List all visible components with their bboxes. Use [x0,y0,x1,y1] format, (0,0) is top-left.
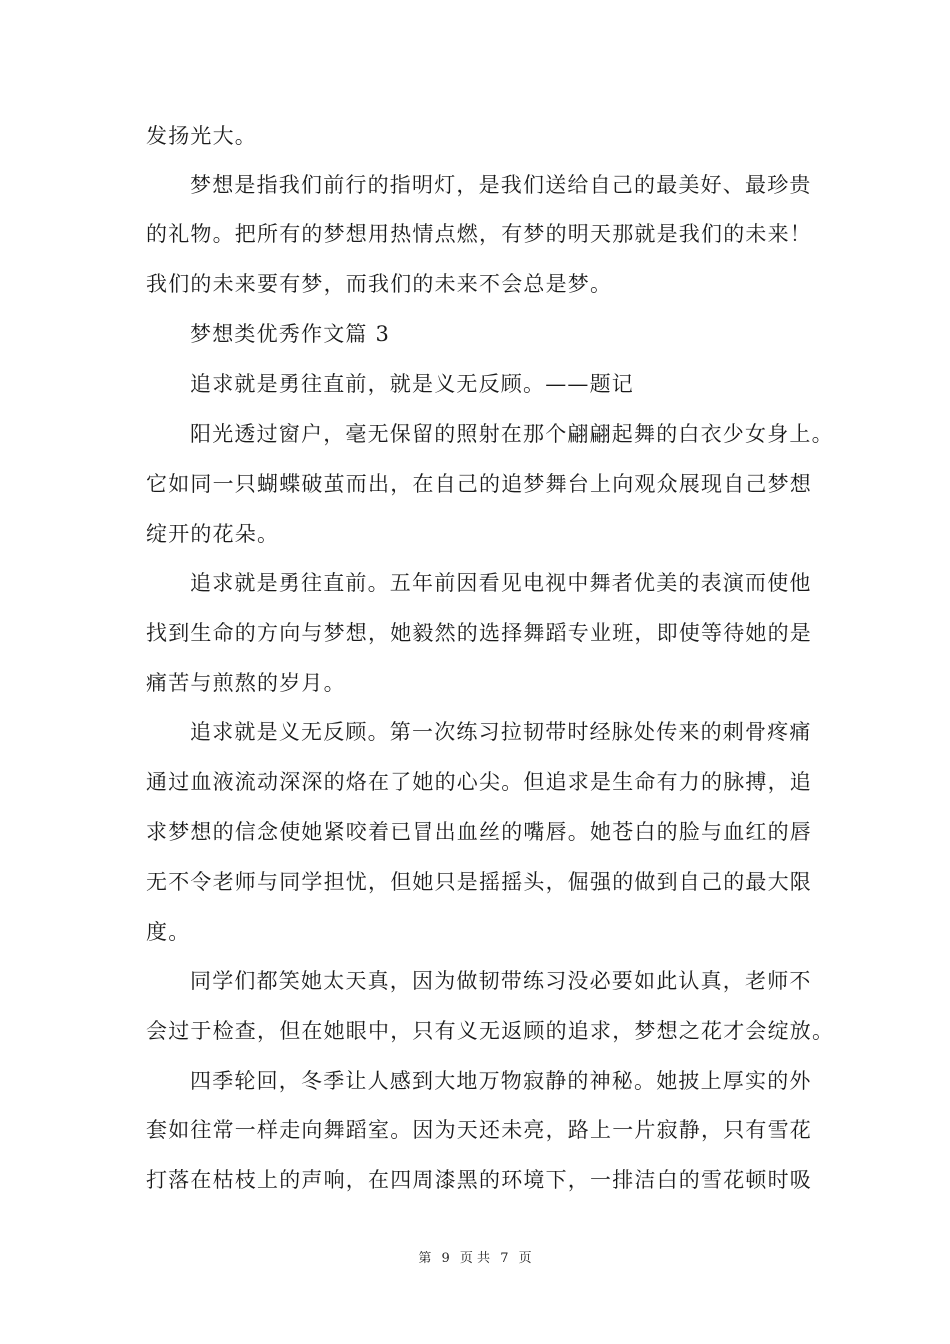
epigraph: 追求就是勇往直前，就是义无反顾。——题记 [190,372,634,396]
text-line: 追求就是义无反顾。第一次练习拉韧带时经脉处传来的刺骨疼痛 [190,720,812,744]
text-line: 打落在枯枝上的声响，在四周漆黑的环境下，一排洁白的雪花顿时吸 [146,1168,812,1192]
text-line: 阳光透过窗户，毫无保留的照射在那个翩翩起舞的白衣少女身上。 [190,422,834,446]
total-page-count: 7 [500,1251,509,1266]
text-line: 找到生命的方向与梦想，她毅然的选择舞蹈专业班，即使等待她的是 [146,621,812,645]
text-line: 它如同一只蝴蝶破茧而出，在自己的追梦舞台上向观众展现自己梦想 [146,472,812,496]
text-line: 求梦想的信念使她紧咬着已冒出血丝的嘴唇。她苍白的脸与血红的唇 [146,820,812,844]
text-line: 的礼物。把所有的梦想用热情点燃，有梦的明天那就是我们的未来！ [146,222,812,246]
text-line: 追求就是勇往直前。五年前因看见电视中舞者优美的表演而使他 [190,571,812,595]
page-number-footer [0,1250,950,1268]
text-line: 会过于检查，但在她眼中，只有义无返顾的追求，梦想之花才会绽放。 [146,1019,835,1043]
section-heading: 梦想类优秀作文篇 3 [190,322,391,346]
text-line: 无不令老师与同学担忧，但她只是摇摇头，倔强的做到自己的最大限 [146,870,812,894]
footer-suffix: 页 [518,1251,532,1266]
text-line: 绽开的花朵。 [146,522,280,546]
text-line: 发扬光大。 [146,124,257,148]
text-line: 度。 [146,920,191,944]
text-line: 套如往常一样走向舞蹈室。因为天还未亮，路上一片寂静，只有雪花 [146,1118,812,1142]
text-line: 通过血液流动深深的烙在了她的心尖。但追求是生命有力的脉搏，追 [146,770,812,794]
text-line: 同学们都笑她太天真，因为做韧带练习没必要如此认真，老师不 [190,969,812,993]
text-line: 我们的未来要有梦，而我们的未来不会总是梦。 [146,272,613,296]
text-line: 痛苦与煎熬的岁月。 [146,671,346,695]
footer-prefix: 第 [418,1251,432,1266]
current-page-number: 9 [441,1251,450,1266]
text-line: 四季轮回，冬季让人感到大地万物寂静的神秘。她披上厚实的外 [190,1069,812,1093]
footer-middle: 页 共 [459,1251,491,1266]
text-line: 梦想是指我们前行的指明灯，是我们送给自己的最美好、最珍贵 [190,173,812,197]
